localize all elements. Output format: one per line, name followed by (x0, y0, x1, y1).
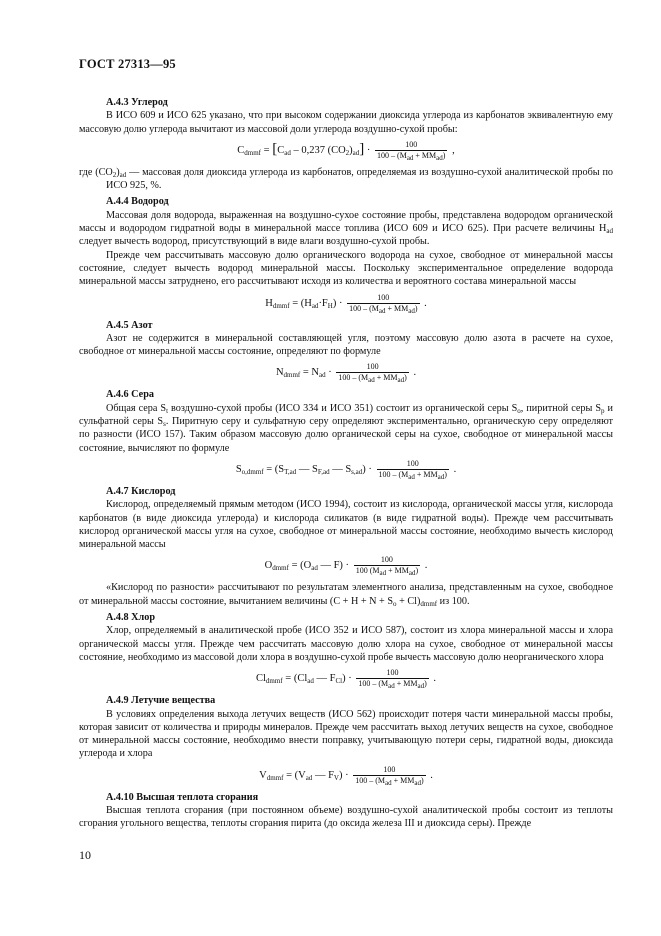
paragraph: Массовая доля водорода, выраженная на воздушно-сухое состояние пробы, представлена водородом органической массы и водородом гидратной воды в минеральной массе топлива (ИСО 609 и ИСО 625). При расчете величины $H_{ad}$ следует вычесть водород, присутствующий в виде влаги воздушно-сухой пробы. (79, 209, 614, 248)
formula-oxygen: $O_{dmmf} = (O_{ad}$ — F) · $\frac{100}{100 (M_{ad} + MM_{ad})}$ . (264, 555, 428, 578)
section-heading-sulfur: А.4.6 Сера (106, 389, 154, 401)
formula-chlorine: $Cl_{dmmf} = (Cl_{ad}$ — $F_{Cl}$) · $\frac{100}{100 - (M_{ad} + MM_{ad})}$ . (256, 668, 436, 691)
page-number: 10 (79, 848, 91, 862)
fraction: $\frac{100}{100 - (M_{ad} + MM_{ad})}$ (349, 292, 418, 315)
fraction: $\frac{100}{100 - (M_{ad} + MM_{ad})}$ (377, 139, 446, 162)
formula-hydrogen: $H_{dmmf} = (H_{ad}\cdot F_H)$ · $\frac{100}{100 - (M_{ad} + MM_{ad})}$ . (265, 292, 427, 315)
document-header: ГОСТ 27313—95 (79, 57, 176, 71)
section-heading-oxygen: А.4.7 Кислород (106, 485, 176, 497)
formula-nitrogen: $N_{dmmf} = N_{ad}$ · $\frac{100}{100 - (M_{ad} + MM_{ad})}$ . (275, 362, 417, 385)
fraction: $\frac{100}{100 - (M_{ad} + MM_{ad})}$ (338, 362, 407, 385)
paragraph: В ИСО 609 и ИСО 625 указано, что при высоком содержании диоксида углерода из карбонатов эквивалентную ему массовую долю углерода вычитают из массовой доли углерода воздушно-сухой пробы: (79, 110, 613, 135)
formula-sulfur: $S_{o,dmmf} = (S_{T,ad}$ — $S_{F,ad}$ — $S_{s,ad}$) · $\frac{100}{100 - (M_{ad} + MM_{ad})}$ . (235, 458, 457, 481)
paragraph: Высшая теплота сгорания (при постоянном объеме) воздушно-сухой аналитической пробы состоит из теплоты сгорания угольного вещества, теплоты сгорания пирита (до оксида железа III и диоксида серы). Прежде (79, 804, 613, 830)
paragraph: Азот не содержится в минеральной составляющей угля, поэтому массовую долю азота в расчете на сухое, свободное от минеральной массы состояние, определяют по формуле (79, 332, 613, 358)
section-heading-volatile: А.4.9 Летучие вещества (106, 695, 216, 707)
paragraph: Прежде чем рассчитывать массовую долю органического водорода на сухое, свободное от минеральной массы состояние, следует вычесть водород минеральной массы. Поскольку экспериментальное определение водорода минеральной массы затруднено, его рассчитывают исходя из количества и вероятного состава минеральной массы (79, 249, 613, 288)
section-heading-calorific: А.4.10 Высшая теплота сгорания (106, 791, 259, 803)
section-heading-nitrogen: А.4.5 Азот (106, 319, 153, 331)
section-heading-carbon: А.4.3 Углерод (106, 97, 168, 108)
formula-carbon: $C_{dmmf} = [C_{ad} - 0,237$ $(CO_2)_{ad}$] · $\frac{100}{100 - (M_{ad} + MM_{ad})}$ , (237, 139, 455, 162)
section-heading-chlorine: А.4.8 Хлор (106, 612, 156, 624)
fraction: $\frac{100}{100 - (M_{ad} + MM_{ad})}$ (378, 458, 447, 481)
fraction: $\frac{100}{100 - (M_{ad} + MM_{ad})}$ (355, 764, 424, 787)
paragraph: В условиях определения выхода летучих веществ (ИСО 562) происходит потеря части минеральной массы пробы, которая зависит от количества и природы минералов. Прежде чем рассчитать выход летучих веществ на сухое, свободное от минеральной массы состояние, необходимо внести поправку, учитывающую потери серы, гидратной воды, диоксида углерода и хлора (79, 708, 613, 760)
fraction: $\frac{100}{100 - (M_{ad} + MM_{ad})}$ (358, 668, 427, 691)
fraction: $\frac{100}{100 (M_{ad} + MM_{ad})}$ (355, 555, 419, 578)
section-heading-hydrogen: А.4.4 Водород (106, 196, 169, 208)
document-body (79, 93, 613, 831)
formula-volatile: $V_{dmmf} = (V_{ad}$ — $F_V$) · $\frac{100}{100 - (M_{ad} + MM_{ad})}$ . (259, 764, 433, 787)
paragraph: Общая сера $S_t$ воздушно-сухой пробы (ИСО 334 и ИСО 351) состоит из органической серы $S_o$, пиритной серы $S_p$ и сульфатной серы $S_s$. Пиритную серу и сульфатную серу определяют экспериментально, органическую серу определяют по разности (ИСО 157). Таким образом массовую долю органической серы на сухое, свободное от минеральной массы состояние, вычисляют по формуле (79, 402, 614, 454)
where-clause: где $(CO_2)_{ad}$ — массовая доля диоксида углерода из карбонатов, определяемая из воздушно-сухой аналитической пробы по ИСО 925, %. (79, 166, 613, 192)
paragraph: Кислород, определяемый прямым методом (ИСО 1994), состоит из кислорода, органической массы угля, кислорода карбонатов (в виде диоксида углерода) и кислорода силикатов (в виде гидратной воды). Прежде чем рассчитывать кислород органической массы угля на сухое, свободное от минеральной массы состояние, необходимо вычесть кислород минеральной массы (79, 499, 613, 551)
paragraph: Хлор, определяемый в аналитической пробе (ИСО 352 и ИСО 587), состоит из хлора минеральной массы и хлора органической массы угля. Прежде чем рассчитать массовую долю хлора на сухое, свободное от минеральной массы состояние, необходимо из массовой доли хлора в воздушно-сухой пробе вычесть массовую долю неорганического хлора (79, 625, 613, 663)
paragraph: «Кислород по разности» рассчитывают по результатам элементного анализа, представленным на сухое, свободное от минеральной массы состояние, вычитанием величины $(C + H + N + S_o + Cl)_{dmmf}$ из 100. (79, 582, 613, 608)
